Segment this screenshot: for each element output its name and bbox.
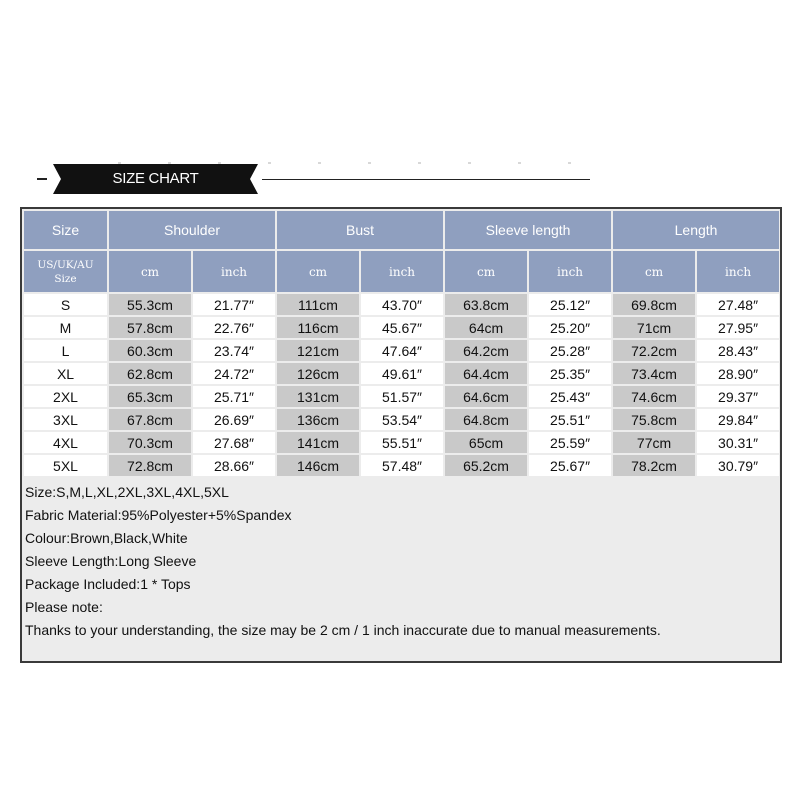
bust-cm-cell: 146cm bbox=[277, 455, 359, 476]
length-inch-cell: 27.48″ bbox=[697, 294, 779, 315]
size-label: Size bbox=[54, 272, 77, 285]
banner-rule bbox=[262, 179, 590, 180]
shoulder-inch-cell: 21.77″ bbox=[193, 294, 275, 315]
sleeve-cm-cell: 64.6cm bbox=[445, 386, 527, 407]
table-unit-row bbox=[24, 251, 779, 292]
product-notes bbox=[25, 481, 775, 642]
header-region-size bbox=[24, 251, 107, 292]
sleeve-cm-cell: 65cm bbox=[445, 432, 527, 453]
sleeve-cm-cell: 63.8cm bbox=[445, 294, 527, 315]
header-sleeve-length: Sleeve length bbox=[445, 211, 611, 249]
note-line: Size:S,M,L,XL,2XL,3XL,4XL,5XL bbox=[25, 484, 229, 500]
table-row bbox=[24, 340, 779, 361]
note-line: Thanks to your understanding, the size may be 2 cm / 1 inch inaccurate due to manual measurements. bbox=[25, 622, 661, 638]
shoulder-cm-cell: 60.3cm bbox=[109, 340, 191, 361]
length-cm-cell: 71cm bbox=[613, 317, 695, 338]
size-table-body bbox=[24, 294, 779, 476]
shoulder-cm-cell: 72.8cm bbox=[109, 455, 191, 476]
bust-cm-cell: 141cm bbox=[277, 432, 359, 453]
header-shoulder: Shoulder bbox=[109, 211, 275, 249]
bust-inch-cell: 45.67″ bbox=[361, 317, 443, 338]
banner-dash bbox=[37, 178, 47, 180]
shoulder-inch-cell: 23.74″ bbox=[193, 340, 275, 361]
unit-inch: inch bbox=[697, 251, 779, 292]
note-line: Sleeve Length:Long Sleeve bbox=[25, 553, 197, 569]
shoulder-cm-cell: 67.8cm bbox=[109, 409, 191, 430]
sleeve-inch-cell: 25.43″ bbox=[529, 386, 611, 407]
length-inch-cell: 29.84″ bbox=[697, 409, 779, 430]
shoulder-cm-cell: 57.8cm bbox=[109, 317, 191, 338]
size-cell: XL bbox=[24, 363, 107, 384]
bust-inch-cell: 55.51″ bbox=[361, 432, 443, 453]
shoulder-cm-cell: 65.3cm bbox=[109, 386, 191, 407]
sleeve-cm-cell: 64.2cm bbox=[445, 340, 527, 361]
table-row bbox=[24, 455, 779, 476]
size-chart-banner bbox=[0, 150, 800, 210]
bust-cm-cell: 126cm bbox=[277, 363, 359, 384]
unit-inch: inch bbox=[529, 251, 611, 292]
size-table bbox=[22, 209, 781, 478]
shoulder-inch-cell: 24.72″ bbox=[193, 363, 275, 384]
length-cm-cell: 72.2cm bbox=[613, 340, 695, 361]
length-cm-cell: 75.8cm bbox=[613, 409, 695, 430]
shoulder-inch-cell: 26.69″ bbox=[193, 409, 275, 430]
sleeve-inch-cell: 25.28″ bbox=[529, 340, 611, 361]
unit-cm: cm bbox=[613, 251, 695, 292]
sleeve-inch-cell: 25.59″ bbox=[529, 432, 611, 453]
shoulder-inch-cell: 22.76″ bbox=[193, 317, 275, 338]
bust-inch-cell: 53.54″ bbox=[361, 409, 443, 430]
banner-flag bbox=[53, 164, 258, 194]
length-inch-cell: 30.79″ bbox=[697, 455, 779, 476]
table-row bbox=[24, 386, 779, 407]
shoulder-inch-cell: 27.68″ bbox=[193, 432, 275, 453]
note-line: Package Included:1 * Tops bbox=[25, 576, 191, 592]
bust-inch-cell: 47.64″ bbox=[361, 340, 443, 361]
unit-cm: cm bbox=[445, 251, 527, 292]
length-inch-cell: 27.95″ bbox=[697, 317, 779, 338]
size-cell: 2XL bbox=[24, 386, 107, 407]
sleeve-cm-cell: 64.4cm bbox=[445, 363, 527, 384]
size-cell: 5XL bbox=[24, 455, 107, 476]
length-inch-cell: 30.31″ bbox=[697, 432, 779, 453]
banner-title: SIZE CHART bbox=[112, 170, 199, 187]
sleeve-cm-cell: 64cm bbox=[445, 317, 527, 338]
bust-inch-cell: 51.57″ bbox=[361, 386, 443, 407]
sleeve-inch-cell: 25.67″ bbox=[529, 455, 611, 476]
length-cm-cell: 74.6cm bbox=[613, 386, 695, 407]
size-cell: M bbox=[24, 317, 107, 338]
sleeve-inch-cell: 25.51″ bbox=[529, 409, 611, 430]
shoulder-inch-cell: 25.71″ bbox=[193, 386, 275, 407]
length-inch-cell: 28.90″ bbox=[697, 363, 779, 384]
length-cm-cell: 69.8cm bbox=[613, 294, 695, 315]
size-cell: S bbox=[24, 294, 107, 315]
table-row bbox=[24, 294, 779, 315]
size-cell: 4XL bbox=[24, 432, 107, 453]
unit-inch: inch bbox=[193, 251, 275, 292]
length-cm-cell: 78.2cm bbox=[613, 455, 695, 476]
table-header-row bbox=[24, 211, 779, 249]
bust-cm-cell: 136cm bbox=[277, 409, 359, 430]
sleeve-inch-cell: 25.20″ bbox=[529, 317, 611, 338]
table-row bbox=[24, 432, 779, 453]
note-line: Please note: bbox=[25, 599, 103, 615]
sleeve-cm-cell: 65.2cm bbox=[445, 455, 527, 476]
unit-inch: inch bbox=[361, 251, 443, 292]
table-row bbox=[24, 363, 779, 384]
shoulder-inch-cell: 28.66″ bbox=[193, 455, 275, 476]
note-line: Fabric Material:95%Polyester+5%Spandex bbox=[25, 507, 292, 523]
length-inch-cell: 28.43″ bbox=[697, 340, 779, 361]
shoulder-cm-cell: 70.3cm bbox=[109, 432, 191, 453]
region-label: US/UK/AU bbox=[37, 258, 94, 271]
size-cell: 3XL bbox=[24, 409, 107, 430]
sleeve-cm-cell: 64.8cm bbox=[445, 409, 527, 430]
header-bust: Bust bbox=[277, 211, 443, 249]
unit-cm: cm bbox=[109, 251, 191, 292]
length-cm-cell: 77cm bbox=[613, 432, 695, 453]
shoulder-cm-cell: 55.3cm bbox=[109, 294, 191, 315]
bust-inch-cell: 43.70″ bbox=[361, 294, 443, 315]
size-chart-panel bbox=[20, 207, 782, 663]
header-length: Length bbox=[613, 211, 779, 249]
length-cm-cell: 73.4cm bbox=[613, 363, 695, 384]
shoulder-cm-cell: 62.8cm bbox=[109, 363, 191, 384]
bust-cm-cell: 131cm bbox=[277, 386, 359, 407]
unit-cm: cm bbox=[277, 251, 359, 292]
bust-cm-cell: 111cm bbox=[277, 294, 359, 315]
size-cell: L bbox=[24, 340, 107, 361]
bust-cm-cell: 116cm bbox=[277, 317, 359, 338]
bust-inch-cell: 49.61″ bbox=[361, 363, 443, 384]
bust-cm-cell: 121cm bbox=[277, 340, 359, 361]
bust-inch-cell: 57.48″ bbox=[361, 455, 443, 476]
sleeve-inch-cell: 25.12″ bbox=[529, 294, 611, 315]
length-inch-cell: 29.37″ bbox=[697, 386, 779, 407]
note-line: Colour:Brown,Black,White bbox=[25, 530, 188, 546]
header-size: Size bbox=[24, 211, 107, 249]
table-row bbox=[24, 409, 779, 430]
table-row bbox=[24, 317, 779, 338]
sleeve-inch-cell: 25.35″ bbox=[529, 363, 611, 384]
